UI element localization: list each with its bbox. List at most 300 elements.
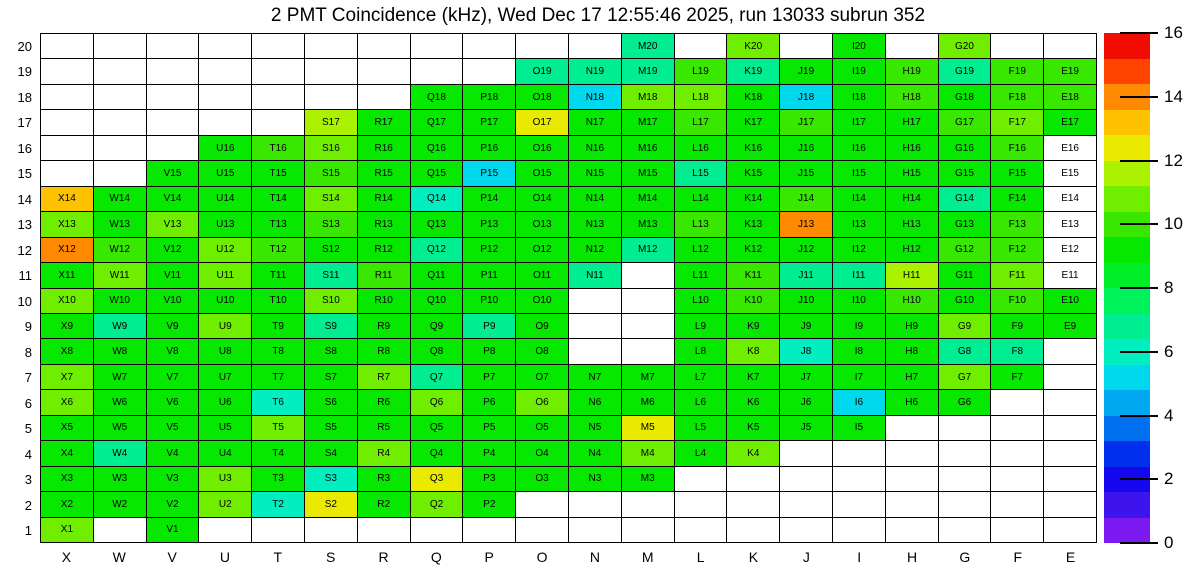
cell-R19	[358, 59, 410, 83]
x-axis-label-T: T	[273, 549, 283, 565]
cell-W1	[94, 518, 146, 542]
cell-U9: U9	[199, 314, 251, 338]
cell-O20	[516, 34, 568, 58]
cell-N6: N6	[569, 390, 621, 414]
colorbar-band-14	[1104, 161, 1150, 187]
cell-H1	[886, 518, 938, 542]
cell-I16: I16	[833, 136, 885, 160]
cell-X3: X3	[41, 467, 93, 491]
cell-R3: R3	[358, 467, 410, 491]
cell-R10: R10	[358, 289, 410, 313]
cell-P12: P12	[463, 238, 515, 262]
x-axis-label-X: X	[61, 549, 72, 565]
cell-X13: X13	[41, 212, 93, 236]
cell-X18	[41, 85, 93, 109]
cell-L12: L12	[675, 238, 727, 262]
cell-L1	[675, 518, 727, 542]
cell-X7: X7	[41, 365, 93, 389]
cell-E11: E11	[1044, 263, 1096, 287]
cell-G6: G6	[939, 390, 991, 414]
y-axis-label-13: 13	[17, 217, 32, 233]
cell-W15	[94, 161, 146, 185]
cell-G4	[939, 441, 991, 465]
cell-H3	[886, 467, 938, 491]
cell-S14: S14	[305, 187, 357, 211]
cell-V18	[147, 85, 199, 109]
cell-R14: R14	[358, 187, 410, 211]
cell-K20: K20	[727, 34, 779, 58]
cell-E20	[1044, 34, 1096, 58]
cell-X5: X5	[41, 416, 93, 440]
cell-I2	[833, 492, 885, 516]
colorbar-band-16	[1104, 110, 1150, 136]
cell-K4: K4	[727, 441, 779, 465]
cell-N12: N12	[569, 238, 621, 262]
cell-O16: O16	[516, 136, 568, 160]
cell-K6: K6	[727, 390, 779, 414]
y-axis-label-20: 20	[17, 38, 32, 54]
cell-E7	[1044, 365, 1096, 389]
cell-H17: H17	[886, 110, 938, 134]
cell-U12: U12	[199, 238, 251, 262]
cell-N20	[569, 34, 621, 58]
cell-F1	[991, 518, 1043, 542]
cell-T1	[252, 518, 304, 542]
cell-V7: V7	[147, 365, 199, 389]
colorbar-band-19	[1104, 33, 1150, 59]
cell-V2: V2	[147, 492, 199, 516]
cell-N4: N4	[569, 441, 621, 465]
cell-R8: R8	[358, 339, 410, 363]
cell-F16: F16	[991, 136, 1043, 160]
cell-H16: H16	[886, 136, 938, 160]
cell-P19	[463, 59, 515, 83]
y-axis-label-3: 3	[24, 472, 32, 488]
y-axis-label-9: 9	[24, 319, 32, 335]
cell-M15: M15	[622, 161, 674, 185]
cell-N3: N3	[569, 467, 621, 491]
colorbar-band-15	[1104, 135, 1150, 161]
cell-E17: E17	[1044, 110, 1096, 134]
cell-U16: U16	[199, 136, 251, 160]
cell-W4: W4	[94, 441, 146, 465]
cell-F13: F13	[991, 212, 1043, 236]
cell-F2	[991, 492, 1043, 516]
cell-G8: G8	[939, 339, 991, 363]
cell-P14: P14	[463, 187, 515, 211]
cell-Q18: Q18	[411, 85, 463, 109]
cell-K12: K12	[727, 238, 779, 262]
cell-I4	[833, 441, 885, 465]
cell-S17: S17	[305, 110, 357, 134]
cell-G1	[939, 518, 991, 542]
x-axis-label-F: F	[1013, 549, 1022, 565]
colorbar-band-3	[1104, 441, 1150, 467]
cell-I7: I7	[833, 365, 885, 389]
cell-T12: T12	[252, 238, 304, 262]
cell-X14: X14	[41, 187, 93, 211]
cell-N5: N5	[569, 416, 621, 440]
cell-O3: O3	[516, 467, 568, 491]
cell-P18: P18	[463, 85, 515, 109]
cell-P1	[463, 518, 515, 542]
cell-E16: E16	[1044, 136, 1096, 160]
cell-F4	[991, 441, 1043, 465]
cell-W2: W2	[94, 492, 146, 516]
cell-L19: L19	[675, 59, 727, 83]
cell-I20: I20	[833, 34, 885, 58]
cell-T6: T6	[252, 390, 304, 414]
cell-U17	[199, 110, 251, 134]
cell-F14: F14	[991, 187, 1043, 211]
cell-X19	[41, 59, 93, 83]
cell-J8: J8	[780, 339, 832, 363]
x-axis-label-S: S	[326, 549, 336, 565]
cell-W20	[94, 34, 146, 58]
cell-H2	[886, 492, 938, 516]
cell-K8: K8	[727, 339, 779, 363]
cell-F10: F10	[991, 289, 1043, 313]
cell-F20	[991, 34, 1043, 58]
cell-W14: W14	[94, 187, 146, 211]
cell-O17: O17	[516, 110, 568, 134]
cell-E4	[1044, 441, 1096, 465]
cell-P20	[463, 34, 515, 58]
cell-T9: T9	[252, 314, 304, 338]
cell-J13: J13	[780, 212, 832, 236]
cell-L9: L9	[675, 314, 727, 338]
cell-R11: R11	[358, 263, 410, 287]
cell-G9: G9	[939, 314, 991, 338]
x-axis-label-I: I	[857, 549, 862, 565]
cell-N19: N19	[569, 59, 621, 83]
y-axis-label-12: 12	[17, 242, 32, 258]
cell-R1	[358, 518, 410, 542]
cell-X15	[41, 161, 93, 185]
cell-S12: S12	[305, 238, 357, 262]
cell-S9: S9	[305, 314, 357, 338]
cell-L17: L17	[675, 110, 727, 134]
cell-L14: L14	[675, 187, 727, 211]
x-axis-label-P: P	[484, 549, 494, 565]
cell-P10: P10	[463, 289, 515, 313]
colorbar-tick-label-2: 2	[1164, 469, 1174, 489]
y-axis-label-15: 15	[17, 166, 32, 182]
cell-G5	[939, 416, 991, 440]
cell-J16: J16	[780, 136, 832, 160]
cell-U15: U15	[199, 161, 251, 185]
x-axis-label-R: R	[378, 549, 389, 565]
cell-M20: M20	[622, 34, 674, 58]
cell-O18: O18	[516, 85, 568, 109]
cell-P5: P5	[463, 416, 515, 440]
cell-S16: S16	[305, 136, 357, 160]
cell-P11: P11	[463, 263, 515, 287]
cell-H11: H11	[886, 263, 938, 287]
cell-V1: V1	[147, 518, 199, 542]
cell-I18: I18	[833, 85, 885, 109]
colorbar-band-8	[1104, 314, 1150, 340]
cell-M2	[622, 492, 674, 516]
cell-Q8: Q8	[411, 339, 463, 363]
cell-J4	[780, 441, 832, 465]
x-axis-label-O: O	[536, 549, 548, 565]
y-axis-label-16: 16	[17, 140, 32, 156]
cell-L11: L11	[675, 263, 727, 287]
cell-N13: N13	[569, 212, 621, 236]
y-axis-label-7: 7	[24, 370, 32, 386]
cell-N9	[569, 314, 621, 338]
cell-T11: T11	[252, 263, 304, 287]
cell-T18	[252, 85, 304, 109]
cell-H12: H12	[886, 238, 938, 262]
y-axis-label-19: 19	[17, 64, 32, 80]
cell-R15: R15	[358, 161, 410, 185]
cell-U1	[199, 518, 251, 542]
cell-X8: X8	[41, 339, 93, 363]
cell-M11	[622, 263, 674, 287]
cell-I8: I8	[833, 339, 885, 363]
cell-L2	[675, 492, 727, 516]
cell-G15: G15	[939, 161, 991, 185]
cell-M8	[622, 339, 674, 363]
cell-J5: J5	[780, 416, 832, 440]
cell-F12: F12	[991, 238, 1043, 262]
cell-T16: T16	[252, 136, 304, 160]
y-axis-label-10: 10	[17, 293, 32, 309]
cell-J7: J7	[780, 365, 832, 389]
cell-R17: R17	[358, 110, 410, 134]
cell-L5: L5	[675, 416, 727, 440]
cell-U4: U4	[199, 441, 251, 465]
cell-N16: N16	[569, 136, 621, 160]
cell-L8: L8	[675, 339, 727, 363]
cell-R9: R9	[358, 314, 410, 338]
cell-X10: X10	[41, 289, 93, 313]
cell-L10: L10	[675, 289, 727, 313]
cell-W7: W7	[94, 365, 146, 389]
colorbar-tick-2	[1120, 478, 1158, 480]
cell-S2: S2	[305, 492, 357, 516]
cell-S10: S10	[305, 289, 357, 313]
cell-W17	[94, 110, 146, 134]
chart-title: 2 PMT Coincidence (kHz), Wed Dec 17 12:55:46 2025, run 13033 subrun 352	[270, 5, 926, 26]
cell-I9: I9	[833, 314, 885, 338]
cell-R20	[358, 34, 410, 58]
cell-F18: F18	[991, 85, 1043, 109]
cell-Q12: Q12	[411, 238, 463, 262]
cell-W3: W3	[94, 467, 146, 491]
cell-L18: L18	[675, 85, 727, 109]
cell-U6: U6	[199, 390, 251, 414]
cell-K18: K18	[727, 85, 779, 109]
cell-I15: I15	[833, 161, 885, 185]
cell-G13: G13	[939, 212, 991, 236]
cell-H15: H15	[886, 161, 938, 185]
cell-G17: G17	[939, 110, 991, 134]
cell-J15: J15	[780, 161, 832, 185]
cell-F5	[991, 416, 1043, 440]
cell-U20	[199, 34, 251, 58]
cell-E10: E10	[1044, 289, 1096, 313]
x-axis-label-N: N	[589, 549, 600, 565]
cell-W16	[94, 136, 146, 160]
cell-J3	[780, 467, 832, 491]
cell-O7: O7	[516, 365, 568, 389]
cell-R7: R7	[358, 365, 410, 389]
cell-H20	[886, 34, 938, 58]
cell-I17: I17	[833, 110, 885, 134]
cell-H19: H19	[886, 59, 938, 83]
cell-M12: M12	[622, 238, 674, 262]
cell-I5: I5	[833, 416, 885, 440]
x-axis-label-H: H	[906, 549, 918, 565]
x-axis-label-E: E	[1065, 549, 1076, 565]
cell-K1	[727, 518, 779, 542]
cell-I14: I14	[833, 187, 885, 211]
cell-H10: H10	[886, 289, 938, 313]
cell-K3	[727, 467, 779, 491]
cell-R2: R2	[358, 492, 410, 516]
cell-G18: G18	[939, 85, 991, 109]
cell-H14: H14	[886, 187, 938, 211]
cell-N18: N18	[569, 85, 621, 109]
colorbar-band-18	[1104, 59, 1150, 85]
cell-T14: T14	[252, 187, 304, 211]
cell-G7: G7	[939, 365, 991, 389]
cell-K19: K19	[727, 59, 779, 83]
cell-W8: W8	[94, 339, 146, 363]
cell-J14: J14	[780, 187, 832, 211]
cell-L4: L4	[675, 441, 727, 465]
y-axis-label-18: 18	[17, 89, 32, 105]
cell-R18	[358, 85, 410, 109]
cell-P9: P9	[463, 314, 515, 338]
cell-Q3: Q3	[411, 467, 463, 491]
cell-K15: K15	[727, 161, 779, 185]
cell-O2	[516, 492, 568, 516]
colorbar-tick-16	[1120, 32, 1158, 34]
cell-E1	[1044, 518, 1096, 542]
cell-F11: F11	[991, 263, 1043, 287]
cell-F3	[991, 467, 1043, 491]
cell-K5: K5	[727, 416, 779, 440]
cell-I19: I19	[833, 59, 885, 83]
cell-F6	[991, 390, 1043, 414]
cell-J2	[780, 492, 832, 516]
cell-N15: N15	[569, 161, 621, 185]
cell-P8: P8	[463, 339, 515, 363]
cell-S4: S4	[305, 441, 357, 465]
cell-F7: F7	[991, 365, 1043, 389]
cell-E18: E18	[1044, 85, 1096, 109]
cell-N2	[569, 492, 621, 516]
cell-U8: U8	[199, 339, 251, 363]
y-axis-label-17: 17	[17, 115, 32, 131]
cell-L16: L16	[675, 136, 727, 160]
colorbar-band-4	[1104, 416, 1150, 442]
cell-X16	[41, 136, 93, 160]
cell-V3: V3	[147, 467, 199, 491]
colorbar-tick-14	[1120, 96, 1158, 98]
cell-M17: M17	[622, 110, 674, 134]
cell-R12: R12	[358, 238, 410, 262]
cell-Q7: Q7	[411, 365, 463, 389]
cell-U3: U3	[199, 467, 251, 491]
y-axis-label-11: 11	[18, 268, 32, 284]
cell-L3	[675, 467, 727, 491]
cell-E5	[1044, 416, 1096, 440]
cell-L7: L7	[675, 365, 727, 389]
cell-R4: R4	[358, 441, 410, 465]
cell-L13: L13	[675, 212, 727, 236]
cell-S13: S13	[305, 212, 357, 236]
x-axis-label-Q: Q	[430, 549, 442, 565]
cell-M18: M18	[622, 85, 674, 109]
y-axis-label-4: 4	[24, 446, 32, 462]
cell-O6: O6	[516, 390, 568, 414]
cell-O12: O12	[516, 238, 568, 262]
cell-X20	[41, 34, 93, 58]
cell-U2: U2	[199, 492, 251, 516]
colorbar-tick-label-16: 16	[1164, 23, 1183, 42]
cell-H4	[886, 441, 938, 465]
cell-I12: I12	[833, 238, 885, 262]
cell-F9: F9	[991, 314, 1043, 338]
cell-E2	[1044, 492, 1096, 516]
cell-T20	[252, 34, 304, 58]
cell-T17	[252, 110, 304, 134]
cell-O1	[516, 518, 568, 542]
y-axis-label-8: 8	[24, 344, 32, 360]
cell-S18	[305, 85, 357, 109]
x-axis-label-K: K	[748, 549, 759, 565]
cell-N8	[569, 339, 621, 363]
cell-X6: X6	[41, 390, 93, 414]
cell-S3: S3	[305, 467, 357, 491]
cell-S20	[305, 34, 357, 58]
cell-X9: X9	[41, 314, 93, 338]
cell-T2: T2	[252, 492, 304, 516]
cell-X11: X11	[41, 263, 93, 287]
cell-L6: L6	[675, 390, 727, 414]
colorbar-band-9	[1104, 288, 1150, 314]
cell-T3: T3	[252, 467, 304, 491]
cell-K16: K16	[727, 136, 779, 160]
cell-O19: O19	[516, 59, 568, 83]
colorbar-tick-label-12: 12	[1164, 150, 1183, 170]
cell-Q2: Q2	[411, 492, 463, 516]
cell-N14: N14	[569, 187, 621, 211]
cell-Q20	[411, 34, 463, 58]
cell-W18	[94, 85, 146, 109]
cell-P16: P16	[463, 136, 515, 160]
cell-N10	[569, 289, 621, 313]
cell-E9: E9	[1044, 314, 1096, 338]
cell-U7: U7	[199, 365, 251, 389]
cell-J9: J9	[780, 314, 832, 338]
cell-F17: F17	[991, 110, 1043, 134]
cell-T10: T10	[252, 289, 304, 313]
x-axis-label-G: G	[959, 549, 971, 565]
cell-O8: O8	[516, 339, 568, 363]
cell-K9: K9	[727, 314, 779, 338]
cell-K11: K11	[727, 263, 779, 287]
cell-Q19	[411, 59, 463, 83]
cell-V13: V13	[147, 212, 199, 236]
cell-U14: U14	[199, 187, 251, 211]
cell-W6: W6	[94, 390, 146, 414]
